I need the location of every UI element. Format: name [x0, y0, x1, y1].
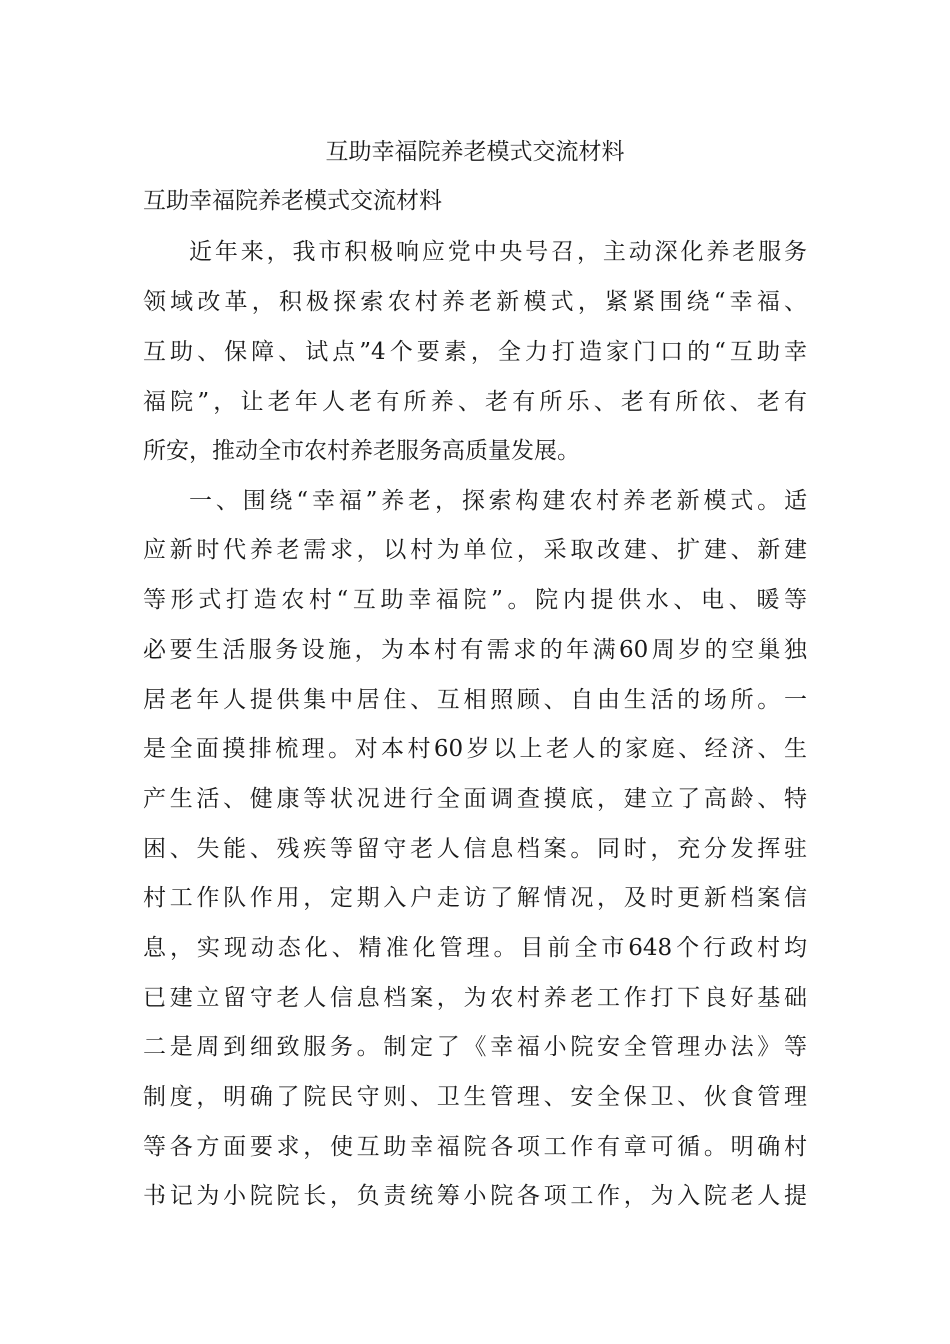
paragraph-line: 产生活、健康等状况进行全面调查摸底，建立了高龄、特	[143, 786, 807, 812]
paragraph-line: 应新时代养老需求，以村为单位，采取改建、扩建、新建	[143, 537, 807, 563]
paragraph-line: 等各方面要求，使互助幸福院各项工作有章可循。明确村	[143, 1134, 807, 1160]
paragraph-line: 困、失能、残疾等留守老人信息档案。同时，充分发挥驻	[143, 836, 807, 862]
paragraph-line: 必要生活服务设施，为本村有需求的年满60周岁的空巢独	[143, 637, 807, 663]
document-title: 互助幸福院养老模式交流材料	[325, 139, 625, 165]
paragraph-line: 制度，明确了院民守则、卫生管理、安全保卫、伙食管理	[143, 1084, 807, 1110]
paragraph-line: 已建立留守老人信息档案，为农村养老工作打下良好基础	[143, 985, 807, 1011]
document-subtitle: 互助幸福院养老模式交流材料	[143, 188, 442, 214]
paragraph-line: 领域改革，积极探索农村养老新模式，紧紧围绕“幸福、	[143, 289, 807, 315]
paragraph-line: 一、围绕“幸福”养老，探索构建农村养老新模式。适	[189, 488, 807, 514]
paragraph-line: 所安，推动全市农村养老服务高质量发展。	[143, 438, 580, 464]
paragraph-line: 近年来，我市积极响应党中央号召，主动深化养老服务	[189, 239, 807, 265]
paragraph-line: 是全面摸排梳理。对本村60岁以上老人的家庭、经济、生	[143, 736, 807, 762]
paragraph-line: 等形式打造农村“互助幸福院”。院内提供水、电、暖等	[143, 587, 807, 613]
paragraph-line: 互助、保障、试点”4个要素，全力打造家门口的“互助幸	[143, 339, 807, 365]
paragraph-line: 福院”，让老年人老有所养、老有所乐、老有所依、老有	[143, 389, 807, 415]
paragraph-line: 息，实现动态化、精准化管理。目前全市648个行政村均	[143, 935, 807, 961]
paragraph-line: 村工作队作用，定期入户走访了解情况，及时更新档案信	[143, 885, 807, 911]
paragraph-line: 书记为小院院长，负责统筹小院各项工作，为入院老人提	[143, 1183, 807, 1209]
paragraph-line: 二是周到细致服务。制定了《幸福小院安全管理办法》等	[143, 1034, 807, 1060]
paragraph-line: 居老年人提供集中居住、互相照顾、自由生活的场所。一	[143, 687, 807, 713]
